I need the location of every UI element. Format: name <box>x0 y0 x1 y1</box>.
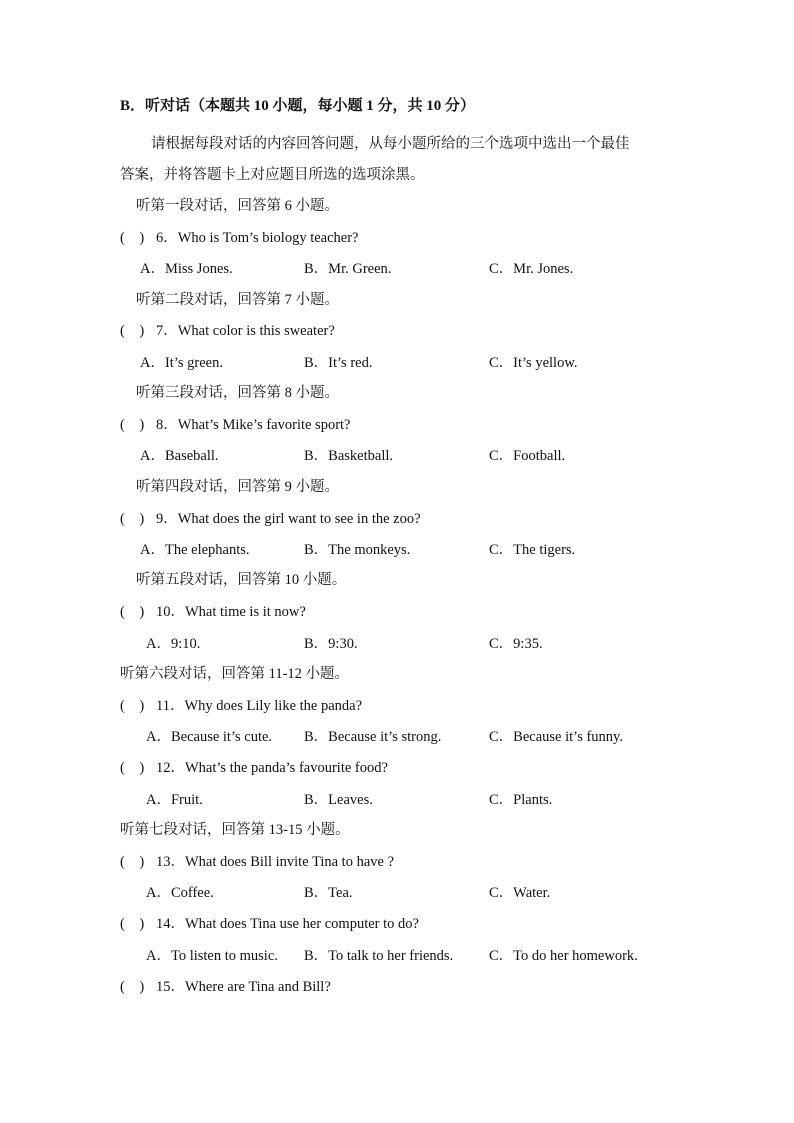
answer-paren: ( ) <box>120 230 145 246</box>
answer-paren: ( ) <box>120 979 145 995</box>
option-c: C．Football. <box>489 448 566 464</box>
answer-paren: ( ) <box>120 916 145 932</box>
question-text: 7．What color is this sweater? <box>156 323 335 339</box>
question-text: 10．What time is it now? <box>156 604 306 620</box>
question-8 <box>120 416 351 434</box>
option-a: A．Because it’s cute. <box>146 729 273 745</box>
option-b: B．It’s red. <box>304 355 373 371</box>
dialogue-intro-5: 听第五段对话，回答第 10 小题。 <box>136 572 347 588</box>
answer-paren: ( ) <box>120 323 145 339</box>
dialogue-intro-6: 听第六段对话，回答第 11-12 小题。 <box>120 666 350 682</box>
answer-paren: ( ) <box>120 417 145 433</box>
option-b: B．9:30. <box>304 636 358 652</box>
option-c: C．It’s yellow. <box>489 355 578 371</box>
option-c: C．Because it’s funny. <box>489 729 623 745</box>
question-15 <box>120 978 331 996</box>
question-14 <box>120 915 419 933</box>
answer-paren: ( ) <box>120 604 145 620</box>
option-c: C．To do her homework. <box>489 948 638 964</box>
option-a: A．9:10. <box>146 636 201 652</box>
question-text: 12．What’s the panda’s favourite food? <box>156 760 388 776</box>
option-b: B．Leaves. <box>304 792 373 808</box>
question-9 <box>120 510 421 528</box>
option-b: B．Basketball. <box>304 448 394 464</box>
question-12 <box>120 759 388 777</box>
answer-paren: ( ) <box>120 698 145 714</box>
dialogue-intro-7: 听第七段对话，回答第 13-15 小题。 <box>120 822 350 838</box>
question-11 <box>120 697 362 715</box>
dialogue-intro-4: 听第四段对话，回答第 9 小题。 <box>136 479 339 495</box>
instruction-line-2: 答案，并将答题卡上对应题目所选的选项涂黑。 <box>120 167 425 183</box>
option-c: C．Water. <box>489 885 551 901</box>
option-b: B．Tea. <box>304 885 353 901</box>
answer-paren: ( ) <box>120 511 145 527</box>
question-13 <box>120 853 394 871</box>
option-a: A．The elephants. <box>140 542 250 558</box>
option-c: C．9:35. <box>489 636 543 652</box>
question-7 <box>120 322 335 340</box>
option-c: C．The tigers. <box>489 542 576 558</box>
question-text: 6．Who is Tom’s biology teacher? <box>156 230 359 246</box>
question-text: 13．What does Bill invite Tina to have ? <box>156 854 395 870</box>
option-a: A．It’s green. <box>140 355 223 371</box>
question-text: 8．What’s Mike’s favorite sport? <box>156 417 351 433</box>
option-a: A．Coffee. <box>146 885 214 901</box>
dialogue-intro-2: 听第二段对话，回答第 7 小题。 <box>136 292 339 308</box>
answer-paren: ( ) <box>120 760 145 776</box>
option-a: A．Miss Jones. <box>140 261 233 277</box>
question-6 <box>120 229 358 247</box>
option-c: C．Mr. Jones. <box>489 261 574 277</box>
question-text: 14．What does Tina use her computer to do? <box>156 916 419 932</box>
question-text: 11．Why does Lily like the panda? <box>156 698 363 714</box>
option-b: B．The monkeys. <box>304 542 411 558</box>
answer-paren: ( ) <box>120 854 145 870</box>
question-text: 9．What does the girl want to see in the zoo? <box>156 511 421 527</box>
option-c: C．Plants. <box>489 792 553 808</box>
option-a: A．To listen to music. <box>146 948 278 964</box>
instruction-line-1: 请根据每段对话的内容回答问题，从每小题所给的三个选项中选出一个最佳 <box>151 136 630 152</box>
question-text: 15．Where are Tina and Bill? <box>156 979 331 995</box>
option-a: A．Baseball. <box>140 448 219 464</box>
option-b: B．Mr. Green. <box>304 261 392 277</box>
option-b: B．To talk to her friends. <box>304 948 454 964</box>
dialogue-intro-3: 听第三段对话，回答第 8 小题。 <box>136 385 339 401</box>
dialogue-intro-1: 听第一段对话，回答第 6 小题。 <box>136 198 339 214</box>
section-title: B．听对话（本题共 10 小题，每小题 1 分，共 10 分） <box>120 98 476 114</box>
option-a: A．Fruit. <box>146 792 203 808</box>
question-10 <box>120 603 306 621</box>
option-b: B．Because it’s strong. <box>304 729 442 745</box>
